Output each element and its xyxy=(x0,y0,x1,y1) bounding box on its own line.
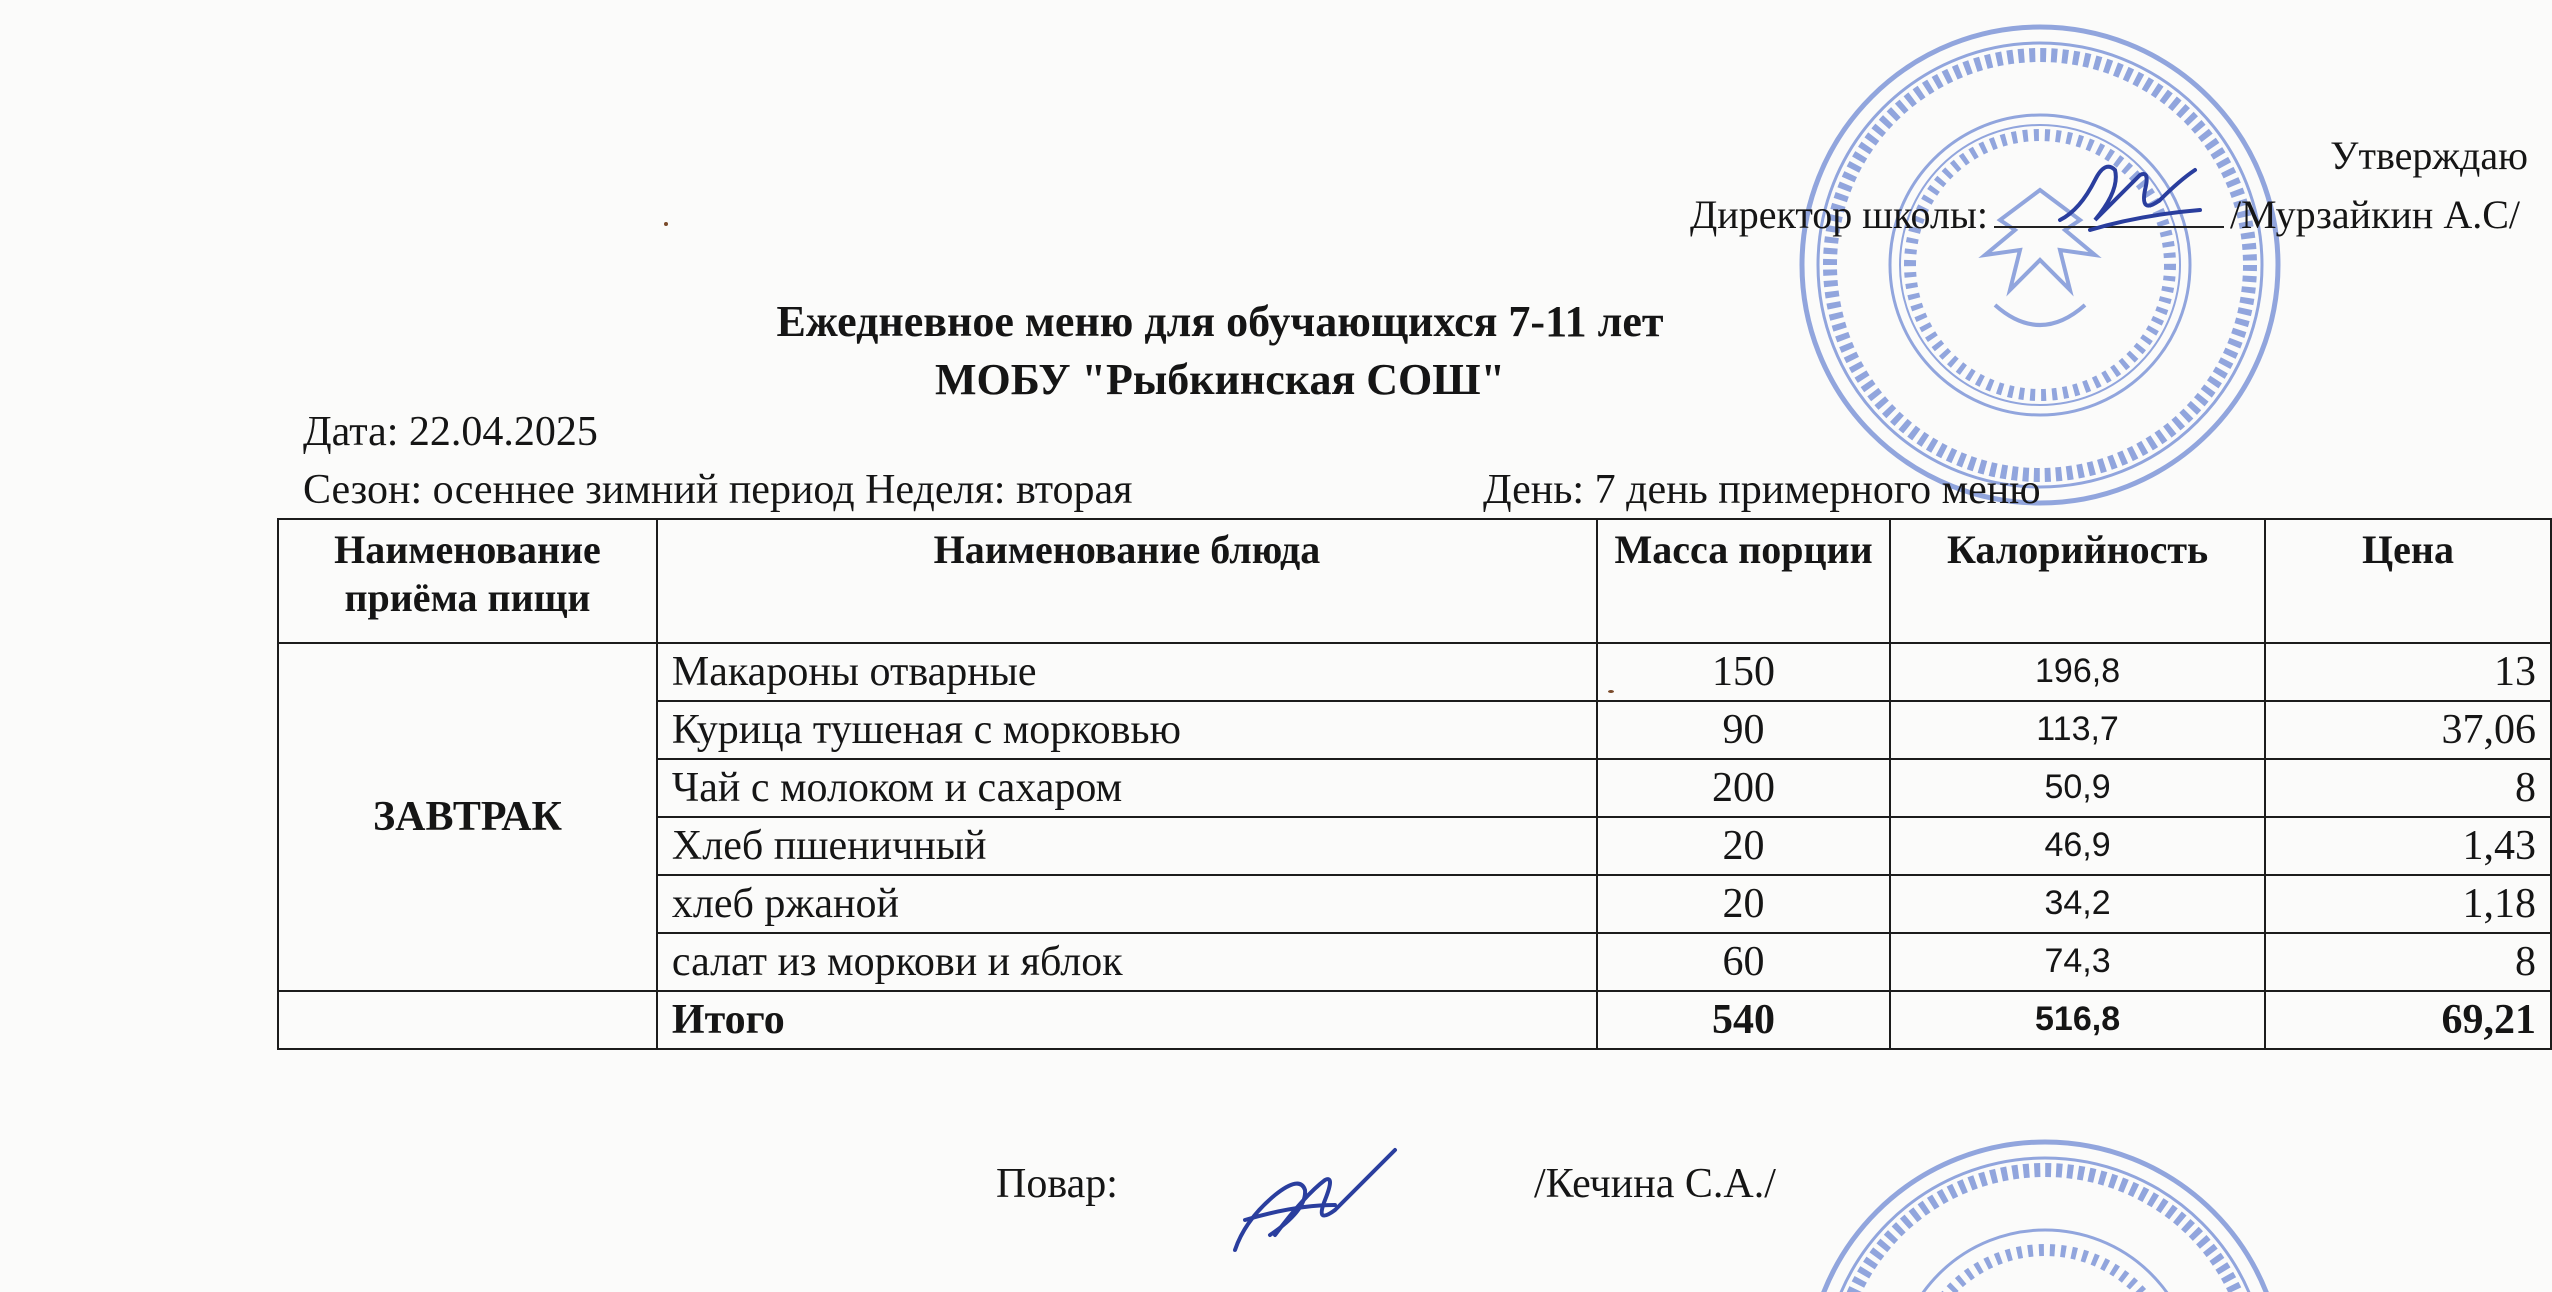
school-name: МОБУ "Рыбкинская СОШ" xyxy=(934,355,1506,404)
total-empty-cell xyxy=(278,991,657,1049)
header-meal: Наименование приёма пищи xyxy=(278,519,657,643)
dish-name: салат из моркови и яблок xyxy=(657,933,1597,991)
cook-label: Повар: xyxy=(996,1161,1118,1207)
official-seal-stamp xyxy=(1790,15,2290,515)
season-week: Сезон: осеннее зимний период Неделя: вторая xyxy=(303,467,1133,513)
scan-speck xyxy=(664,222,668,226)
calories: 74,3 xyxy=(1890,933,2265,991)
portion-mass: 90 xyxy=(1597,701,1890,759)
calories: 50,9 xyxy=(1890,759,2265,817)
dish-name: Хлеб пшеничный xyxy=(657,817,1597,875)
director-signature xyxy=(2050,150,2210,240)
director-name: /Мурзайкин А.С/ xyxy=(2229,192,2520,237)
total-price: 69,21 xyxy=(2265,991,2551,1049)
total-row xyxy=(278,991,2551,1049)
table-header-row xyxy=(278,519,2551,643)
portion-mass: 200 xyxy=(1597,759,1890,817)
price: 8 xyxy=(2265,933,2551,991)
total-calories: 516,8 xyxy=(1890,991,2265,1049)
header-price: Цена xyxy=(2265,519,2551,643)
total-mass: 540 xyxy=(1597,991,1890,1049)
cook-signature xyxy=(1215,1140,1415,1260)
menu-date: Дата: 22.04.2025 xyxy=(303,409,598,455)
dish-name: Курица тушеная с морковью xyxy=(657,701,1597,759)
price: 13 xyxy=(2265,643,2551,701)
header-dish: Наименование блюда xyxy=(657,519,1597,643)
price: 37,06 xyxy=(2265,701,2551,759)
meal-name: ЗАВТРАК xyxy=(278,643,657,991)
portion-mass: 150 xyxy=(1597,643,1890,701)
cook-name: /Кечина С.А./ xyxy=(1534,1161,1776,1207)
portion-mass: 20 xyxy=(1597,875,1890,933)
table-row xyxy=(278,643,2551,701)
season-week-line xyxy=(303,466,2303,514)
menu-day: День: 7 день примерного меню xyxy=(1483,467,2041,513)
menu-title: Ежедневное меню для обучающихся 7-11 лет xyxy=(776,297,1664,346)
price: 1,43 xyxy=(2265,817,2551,875)
price: 8 xyxy=(2265,759,2551,817)
dish-name: Чай с молоком и сахаром xyxy=(657,759,1597,817)
dish-name: Макароны отварные xyxy=(657,643,1597,701)
menu-table xyxy=(277,518,2552,1050)
price: 1,18 xyxy=(2265,875,2551,933)
approval-word: Утверждаю xyxy=(2330,133,2528,178)
portion-mass: 20 xyxy=(1597,817,1890,875)
calories: 46,9 xyxy=(1890,817,2265,875)
calories: 34,2 xyxy=(1890,875,2265,933)
calories: 196,8 xyxy=(1890,643,2265,701)
official-seal-stamp-lower xyxy=(1795,1130,2295,1292)
header-kcal: Калорийность xyxy=(1890,519,2265,643)
dish-name: хлеб ржаной xyxy=(657,875,1597,933)
portion-mass: 60 xyxy=(1597,933,1890,991)
header-mass: Масса порции xyxy=(1597,519,1890,643)
director-label: Директор школы: xyxy=(1690,192,1988,237)
total-label: Итого xyxy=(657,991,1597,1049)
calories: 113,7 xyxy=(1890,701,2265,759)
